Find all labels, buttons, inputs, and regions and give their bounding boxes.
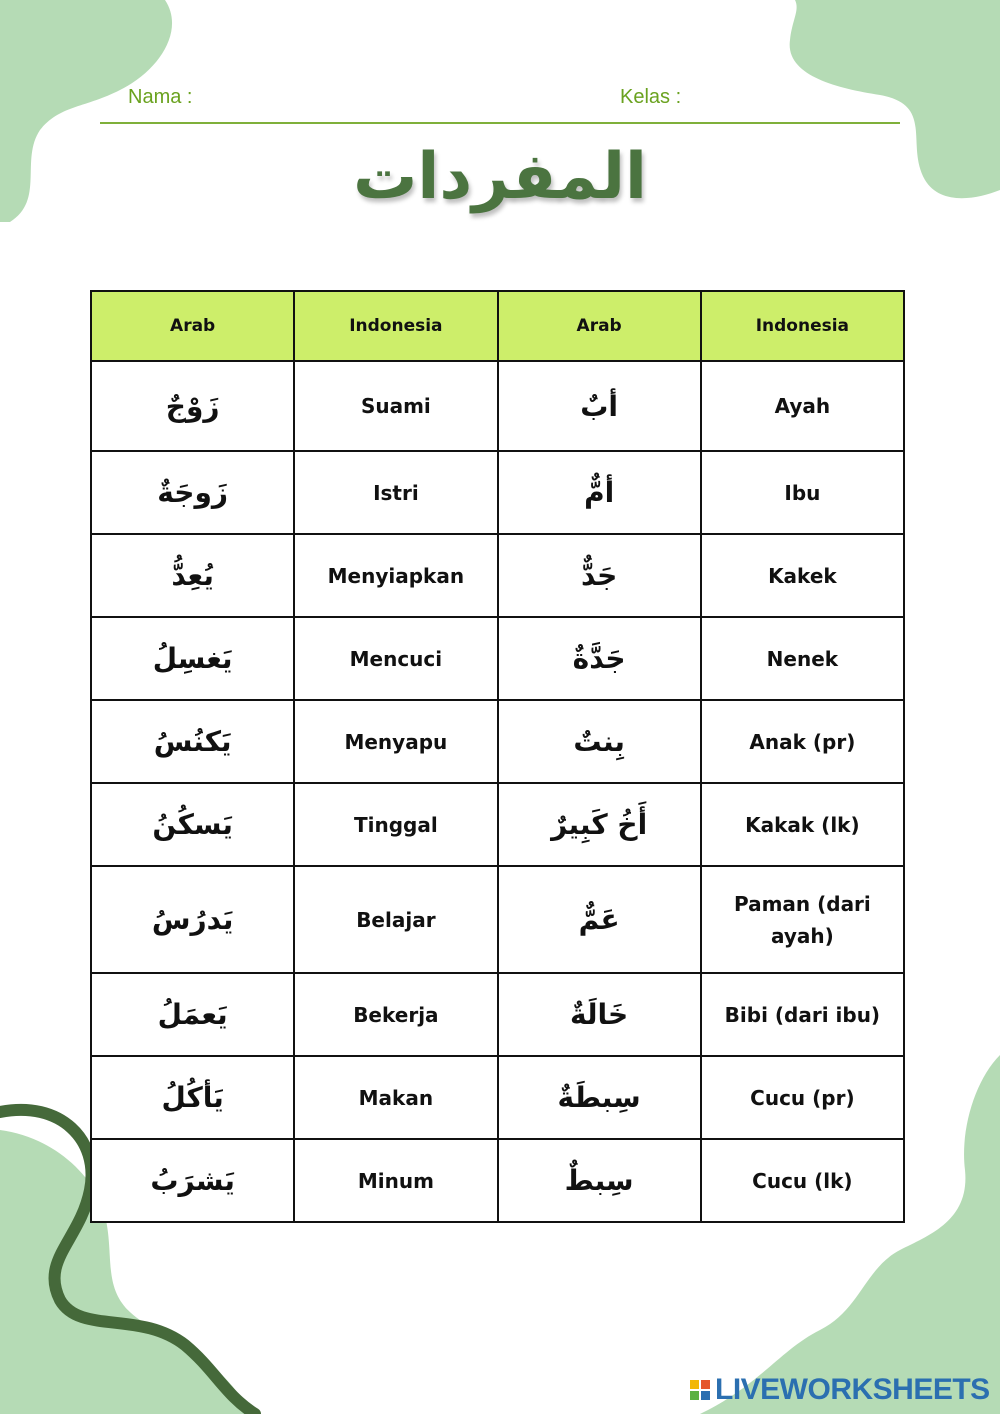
liveworksheets-logo-text: LIVEWORKSHEETS [715, 1373, 990, 1406]
table-row [91, 783, 904, 866]
table-row [91, 973, 904, 1056]
indonesian-word: Nenek [701, 617, 904, 700]
table-row [91, 700, 904, 783]
arab-word: يَعمَلُ [91, 973, 294, 1056]
table-row [91, 1139, 904, 1222]
liveworksheets-logo[interactable] [690, 1373, 990, 1407]
indonesian-word: Istri [294, 451, 497, 534]
arab-word: عَمٌّ [498, 866, 701, 973]
table-row [91, 866, 904, 973]
arab-word: خَالَةٌ [498, 973, 701, 1056]
arab-word: يَكنُسُ [91, 700, 294, 783]
arab-word: يَغسِلُ [91, 617, 294, 700]
table-row [91, 451, 904, 534]
arab-word: يَأكُلُ [91, 1056, 294, 1139]
nama-label: Nama : [128, 86, 193, 108]
arab-word: أبٌ [498, 361, 701, 451]
arab-word: جَدَّةٌ [498, 617, 701, 700]
kelas-label: Kelas : [620, 86, 682, 108]
arab-word: زَوْجٌ [91, 361, 294, 451]
indonesian-word: Kakek [701, 534, 904, 617]
indonesian-word: Suami [294, 361, 497, 451]
vocabulary-table [90, 290, 905, 1223]
indonesian-word: Minum [294, 1139, 497, 1222]
arab-word: زَوجَةٌ [91, 451, 294, 534]
indonesian-word: Makan [294, 1056, 497, 1139]
arab-word: سِبطٌ [498, 1139, 701, 1222]
indonesian-word: Mencuci [294, 617, 497, 700]
indonesian-word: Tinggal [294, 783, 497, 866]
arab-word: جَدٌّ [498, 534, 701, 617]
liveworksheets-grid-icon [690, 1380, 710, 1400]
arab-word: أمٌّ [498, 451, 701, 534]
indonesian-word: Ayah [701, 361, 904, 451]
arab-word: يَسكُنُ [91, 783, 294, 866]
table-row [91, 617, 904, 700]
indonesian-word: Belajar [294, 866, 497, 973]
indonesian-word: Paman (dari ayah) [701, 866, 904, 973]
indonesian-word: Kakak (lk) [701, 783, 904, 866]
indonesian-word: Ibu [701, 451, 904, 534]
arab-word: يَدرُسُ [91, 866, 294, 973]
table-row [91, 361, 904, 451]
table-row [91, 534, 904, 617]
table-row [91, 1056, 904, 1139]
indonesian-word: Bekerja [294, 973, 497, 1056]
page-title: المفردات [353, 140, 647, 214]
arab-word: بِنتٌ [498, 700, 701, 783]
table-header-row [91, 291, 904, 361]
indonesian-word: Cucu (pr) [701, 1056, 904, 1139]
indonesian-word: Bibi (dari ibu) [701, 973, 904, 1056]
header-underline [100, 122, 900, 124]
indonesian-word: Cucu (lk) [701, 1139, 904, 1222]
header-arab-1: Arab [91, 291, 294, 361]
indonesian-word: Menyapu [294, 700, 497, 783]
arab-word: يَشرَبُ [91, 1139, 294, 1222]
indonesian-word: Anak (pr) [701, 700, 904, 783]
arab-word: سِبطَةٌ [498, 1056, 701, 1139]
header-indonesia-1: Indonesia [294, 291, 497, 361]
header-arab-2: Arab [498, 291, 701, 361]
header-indonesia-2: Indonesia [701, 291, 904, 361]
arab-word: يُعِدُّ [91, 534, 294, 617]
indonesian-word: Menyiapkan [294, 534, 497, 617]
arab-word: أَخُ كَبِيرٌ [498, 783, 701, 866]
